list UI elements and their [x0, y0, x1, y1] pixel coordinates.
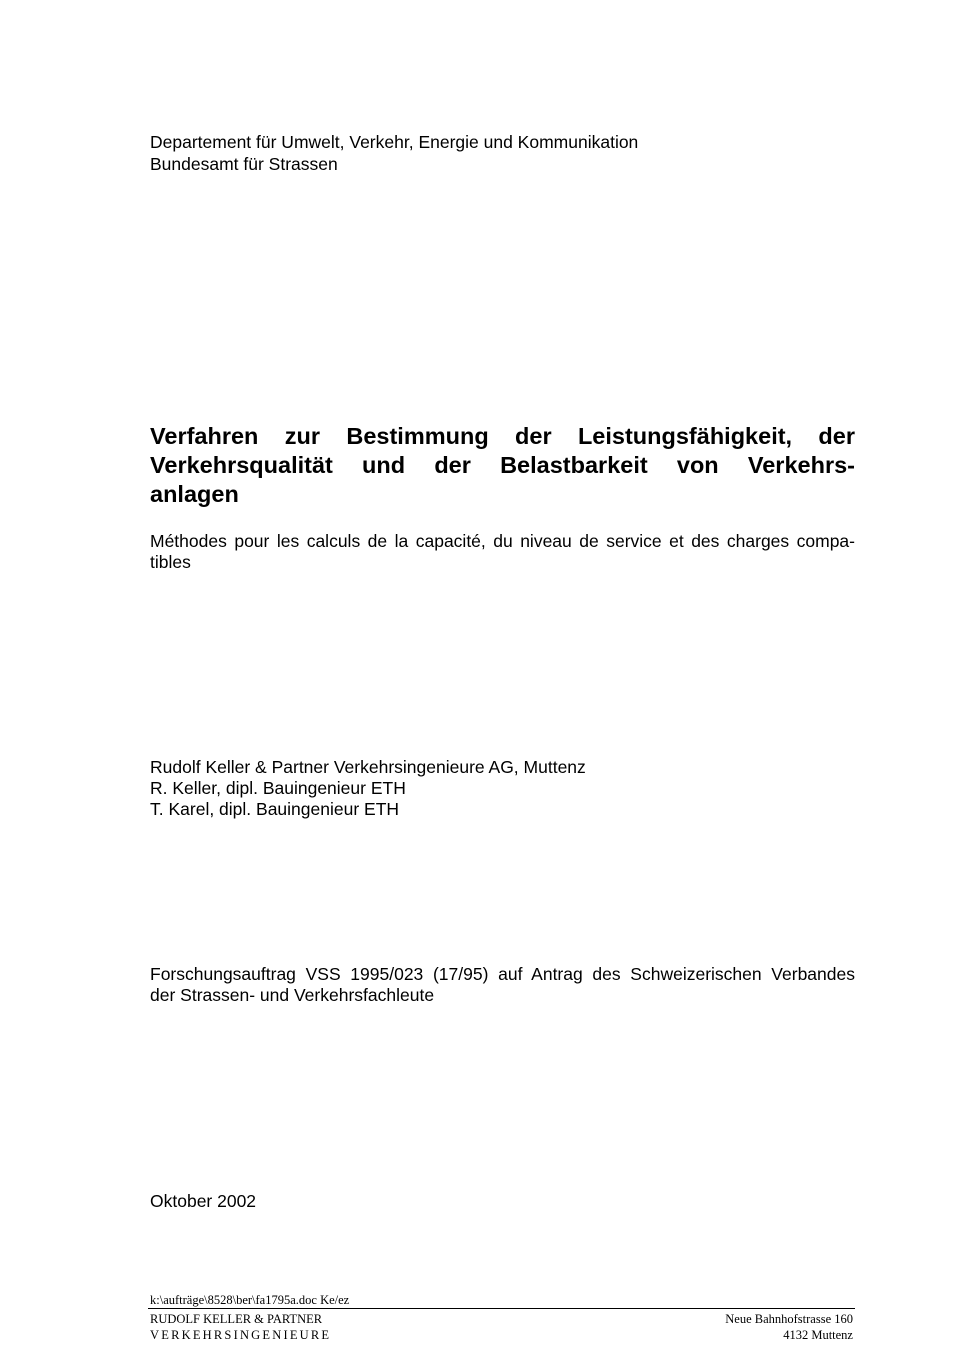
author-karel: T. Karel, dipl. Bauingenieur ETH — [150, 799, 400, 819]
footer-address-block — [725, 1311, 853, 1343]
footer-company-block — [150, 1311, 331, 1343]
research-line-2: der Strassen- und Verkehrsfachleute — [150, 985, 435, 1005]
author-keller: R. Keller, dipl. Bauingenieur ETH — [150, 778, 406, 798]
office-name: Bundesamt für Strassen — [150, 154, 338, 174]
street-address: Neue Bahnhofstrasse 160 — [725, 1312, 853, 1326]
title-line-2: Verkehrsqualität und der Belastbarkeit von Verkehrs- — [150, 452, 855, 478]
file-path: k:\aufträge\8528\ber\fa1795a.doc Ke/ez — [150, 1293, 350, 1307]
city-address: 4132 Muttenz — [783, 1328, 853, 1342]
footer-divider — [148, 1308, 855, 1309]
authoring-firm: Rudolf Keller & Partner Verkehrsingenieure AG, Muttenz — [150, 757, 586, 777]
company-name: RUDOLF KELLER & PARTNER — [150, 1312, 323, 1326]
department-name: Departement für Umwelt, Verkehr, Energie und Kommunikation — [150, 132, 639, 152]
title-line-3: anlagen — [150, 481, 239, 507]
subtitle-line-1: Méthodes pour les calculs de la capacité, du niveau de service et des charges compa- — [150, 531, 855, 551]
research-order — [150, 964, 855, 1006]
publication-date: Oktober 2002 — [150, 1191, 257, 1211]
french-subtitle — [150, 531, 855, 573]
title-line-1: Verfahren zur Bestimmung der Leistungsfähigkeit, der — [150, 423, 855, 449]
company-subtitle: VERKEHRSINGENIEURE — [150, 1328, 332, 1342]
research-line-1: Forschungsauftrag VSS 1995/023 (17/95) auf Antrag des Schweizerischen Verbandes — [150, 964, 855, 984]
document-title — [150, 422, 855, 509]
subtitle-line-2: tibles — [150, 552, 191, 572]
